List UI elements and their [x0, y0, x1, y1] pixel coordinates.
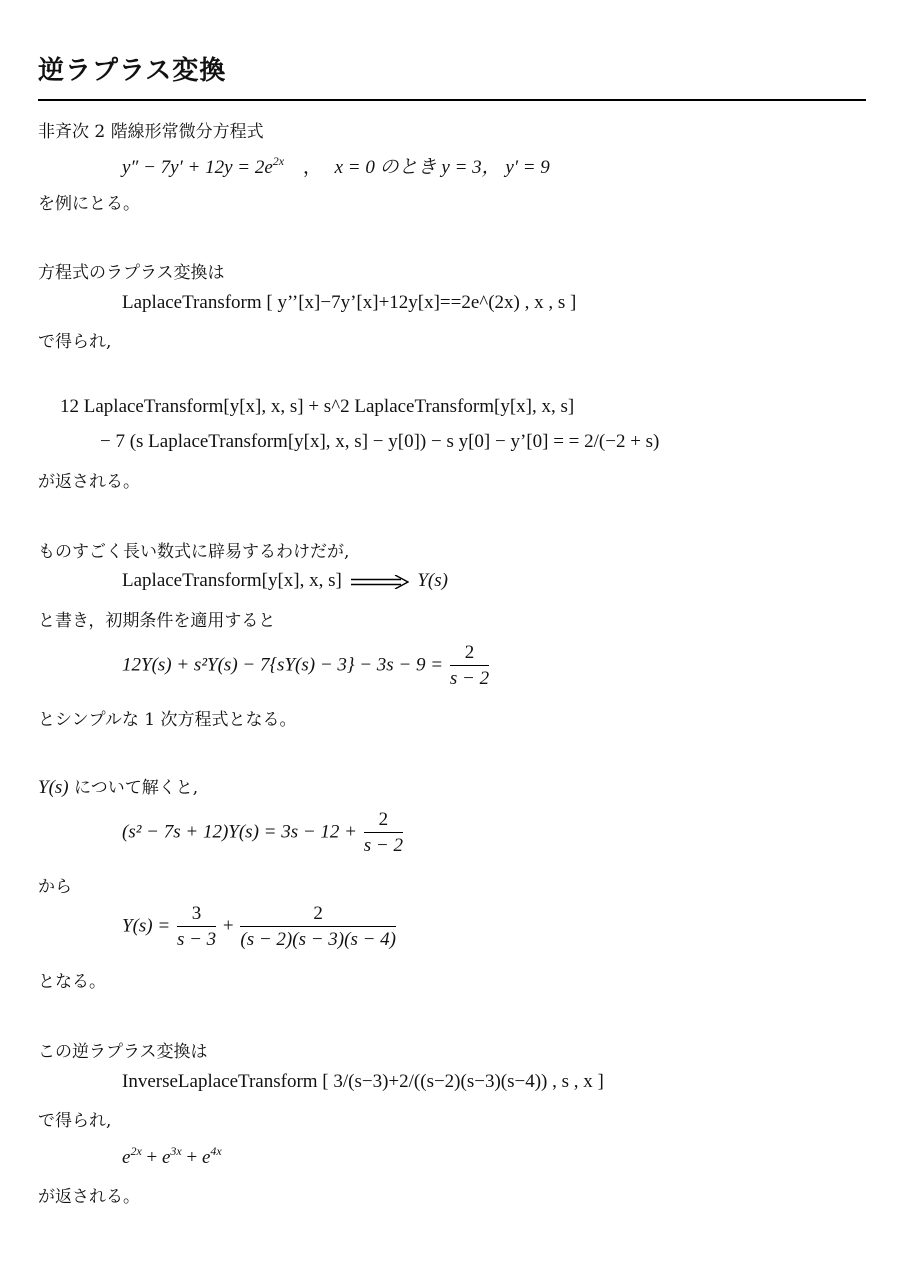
inverse-result [122, 1144, 222, 1169]
page-title: 逆ラプラス変換 [38, 56, 227, 86]
ys-numerator-2: 2 [240, 903, 396, 927]
returned-text-1: が返される。 [38, 472, 140, 492]
ode-exponent: 2x [272, 154, 285, 168]
equation-solve [122, 809, 405, 857]
ys-denominator-1: s − 3 [176, 929, 217, 950]
solve-text: について解くと, [74, 778, 199, 798]
ys-fraction-1 [177, 903, 216, 951]
result-exp-2: 3x [170, 1144, 182, 1158]
ys-lhs: Y(s) = [122, 915, 171, 937]
result-exp-1: 2x [130, 1144, 142, 1158]
ys-fraction-2 [240, 903, 396, 951]
result-e-2: e [161, 1147, 171, 1168]
equation-transformed [122, 642, 491, 690]
transformed-numerator: 2 [450, 642, 489, 666]
inverse-command: InverseLaplaceTransform [ 3/(s−3)+2/((s−2)(s−3)(s−4)) , s , x ] [122, 1071, 604, 1092]
result-plus-1: + [146, 1147, 158, 1168]
equation-ys [122, 903, 398, 951]
ys-denominator-2: (s − 2)(s − 3)(s − 4) [240, 929, 396, 950]
equation-ode [122, 152, 550, 179]
laplace-command: LaplaceTransform [ y’’[x]−7y’[x]+12y[x]==2e^(2x) , x , s ] [122, 292, 577, 313]
result-e-1: e [122, 1147, 131, 1168]
inverse-intro: この逆ラプラス変換は [38, 1042, 208, 1062]
initial-condition-text: と書き，初期条件を適用すると [38, 611, 276, 631]
solve-intro [38, 773, 198, 799]
result-e-3: e [201, 1147, 211, 1168]
solve-denominator: s − 2 [363, 835, 403, 856]
result-ys-text: となる。 [38, 972, 106, 992]
ode-lhs: y″ − 7y′ + 12y = 2e [122, 157, 273, 178]
example-text: を例にとる。 [38, 194, 140, 214]
obtained-text-1: で得られ, [38, 332, 112, 352]
from-text: から [38, 877, 72, 897]
substitution-expression [122, 570, 448, 592]
laplace-output-line-1: 12 LaplaceTransform[y[x], x, s] + s^2 LaplaceTransform[y[x], x, s] [60, 396, 575, 417]
result-exp-3: 4x [210, 1144, 222, 1158]
linear-equation-text: とシンプルな 1 次方程式となる。 [38, 710, 297, 730]
laplace-output-line-2: − 7 (s LaplaceTransform[y[x], x, s] − y[0]) − s y[0] − y’[0] = = 2/(−2 + s) [100, 431, 660, 452]
solve-fraction [364, 809, 403, 857]
laplace-intro: 方程式のラプラス変換は [38, 263, 225, 283]
substitution-intro: ものすごく長い数式に辟易するわけだが, [38, 542, 350, 562]
result-plus-2: + [186, 1147, 198, 1168]
transformed-fraction [450, 642, 489, 690]
returned-text-2: が返される。 [38, 1187, 140, 1207]
ys-numerator-1: 3 [177, 903, 216, 927]
solve-numerator: 2 [364, 809, 403, 833]
transformed-denominator: s − 2 [449, 668, 490, 689]
ys-plus: + [222, 915, 234, 937]
intro-text: 非斉次 2 階線形常微分方程式 [38, 122, 264, 142]
solve-variable: Y(s) [38, 777, 69, 798]
transformed-lhs: 12Y(s) + s²Y(s) − 7{sY(s) − 3} − 3s − 9 = [122, 654, 444, 676]
solve-lhs: (s² − 7s + 12)Y(s) = 3s − 12 + [122, 821, 358, 843]
title-rule [38, 99, 866, 101]
obtained-text-2: で得られ, [38, 1111, 112, 1131]
substitution-rhs: Y(s) [417, 570, 448, 591]
substitution-lhs: LaplaceTransform[y[x], x, s] [122, 570, 342, 591]
long-double-arrow-icon [351, 575, 409, 589]
ode-condition: x = 0 のとき y = 3， y′ = 9 [334, 157, 550, 178]
ode-separator: ， [302, 157, 322, 178]
